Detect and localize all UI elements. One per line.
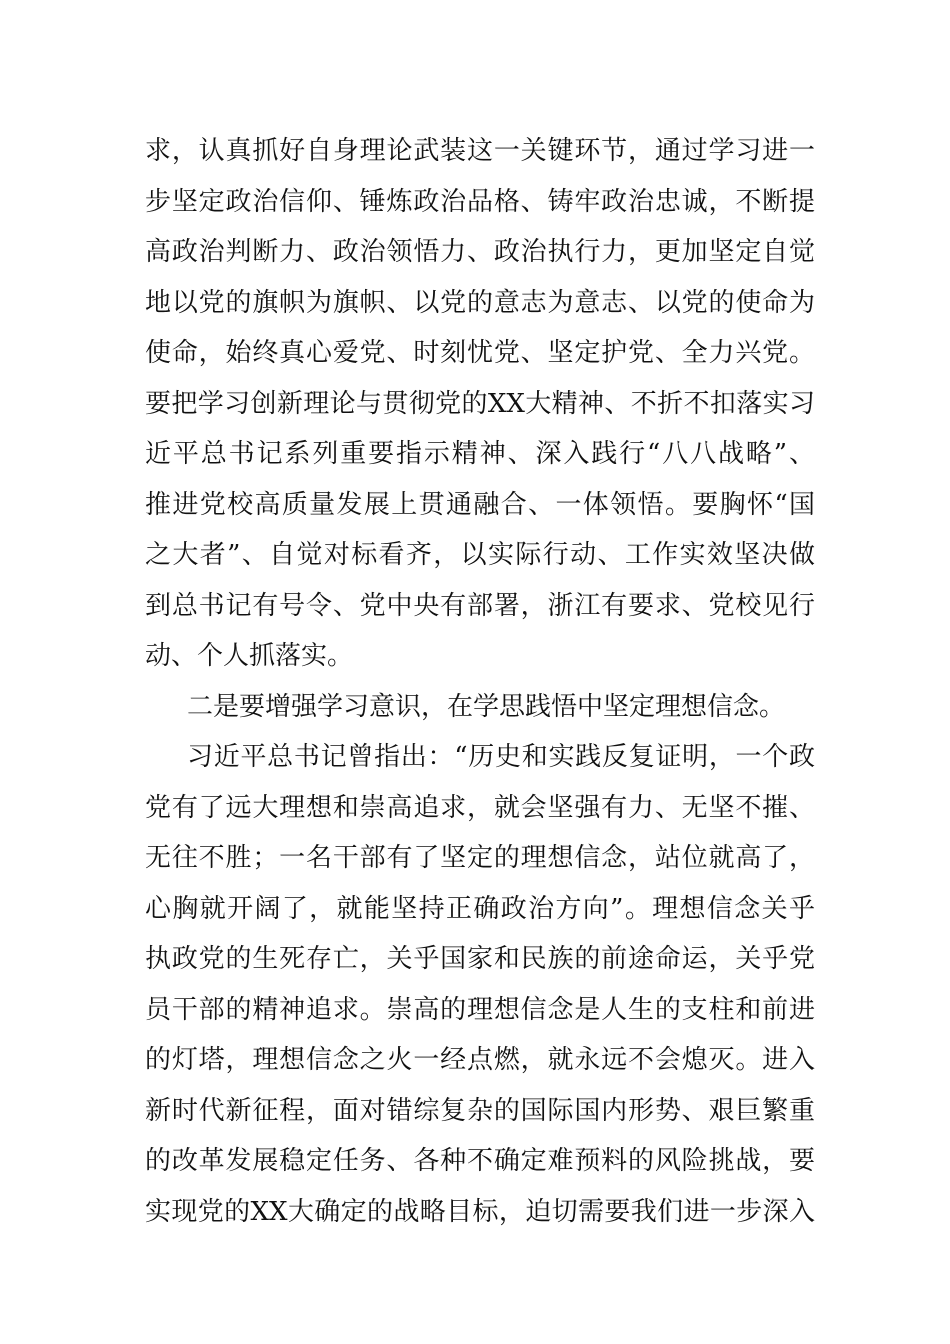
text-line: 党有了远大理想和崇高追求，就会坚强有力、无坚不摧、 (145, 792, 815, 823)
text-line: 步坚定政治信仰、锤炼政治品格、铸牢政治忠诚，不断提 (145, 186, 815, 217)
text-line: 使命，始终真心爱党、时刻忧党、坚定护党、全力兴党。 (145, 338, 815, 368)
text-line: 要把学习创新理论与贯彻党的XX大精神、不折不扣落实习 (145, 388, 815, 419)
text-line: 求，认真抓好自身理论武装这一关键环节，通过学习进一 (145, 136, 815, 166)
text-line: 之大者”、自觉对标看齐，以实际行动、工作实效坚决做 (145, 540, 815, 570)
paragraph-first-line: 习近平总书记曾指出：“历史和实践反复证明，一个政 (187, 742, 815, 772)
text-line: 到总书记有号令、党中央有部署，浙江有要求、党校见行 (145, 590, 815, 621)
text-line: 实现党的XX大确定的战略目标，迫切需要我们进一步深入 (145, 1196, 815, 1227)
text-line: 员干部的精神追求。崇高的理想信念是人生的支柱和前进 (145, 994, 815, 1025)
text-line: 高政治判断力、政治领悟力、政治执行力，更加坚定自觉 (145, 237, 815, 267)
text-line: 新时代新征程，面对错综复杂的国际国内形势、艰巨繁重 (145, 1095, 815, 1126)
text-line: 无往不胜；一名干部有了坚定的理想信念，站位就高了， (145, 843, 815, 873)
text-line: 执政党的生死存亡，关乎国家和民族的前途命运，关乎党 (145, 944, 815, 974)
section-heading: 二是要增强学习意识，在学思践悟中坚定理想信念。 (187, 691, 786, 722)
text-line: 地以党的旗帜为旗帜、以党的意志为意志、以党的使命为 (145, 287, 815, 318)
text-line: 的灯塔，理想信念之火一经点燃，就永远不会熄灭。进入 (145, 1045, 815, 1075)
body-text (145, 126, 815, 1237)
text-line: 的改革发展稳定任务、各种不确定难预料的风险挑战，要 (145, 1146, 815, 1176)
paragraph-end-line: 动、个人抓落实。 (145, 641, 354, 671)
text-line: 近平总书记系列重要指示精神、深入践行“八八战略”、 (145, 439, 815, 469)
text-line: 心胸就开阔了，就能坚持正确政治方向”。理想信念关乎 (145, 893, 815, 924)
text-line: 推进党校高质量发展上贯通融合、一体领悟。要胸怀“国 (145, 489, 815, 520)
